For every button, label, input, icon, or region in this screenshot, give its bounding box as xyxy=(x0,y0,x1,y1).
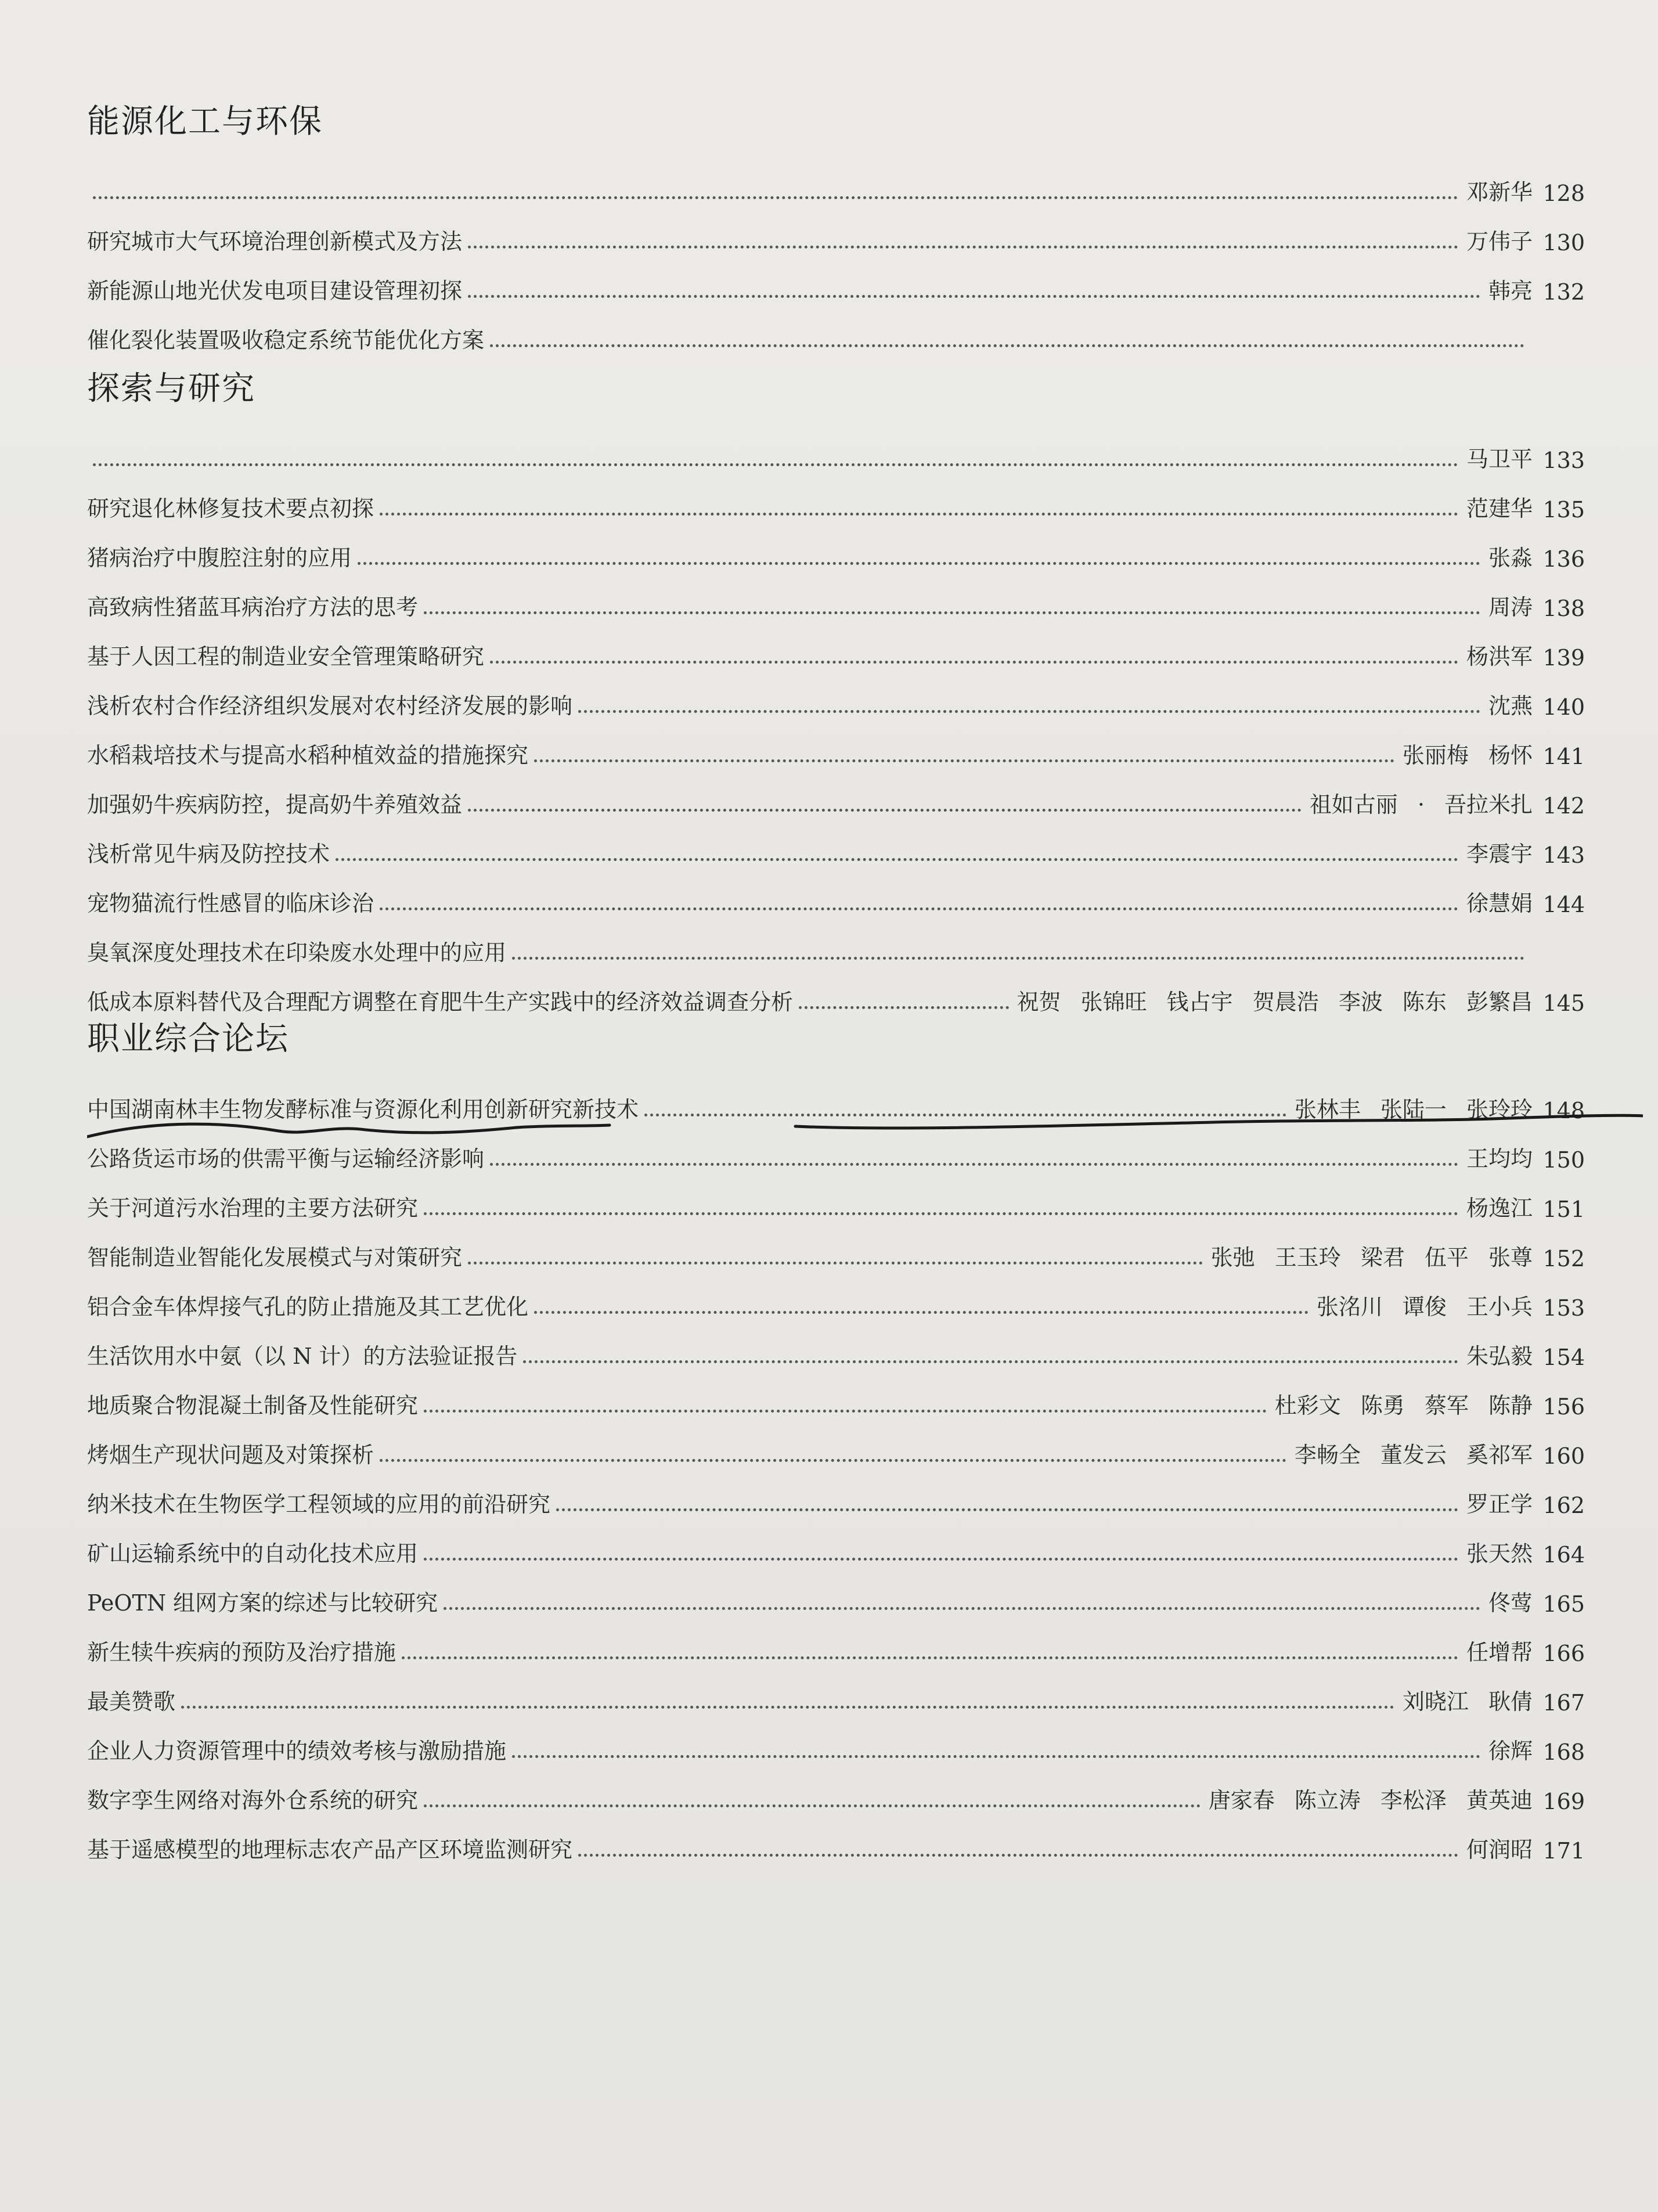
toc-entry xyxy=(87,967,1585,1016)
entry-authors: 韩亮 xyxy=(1488,278,1533,304)
toc-entry xyxy=(87,1420,1585,1469)
toc-entry xyxy=(87,1617,1585,1666)
entry-page-number: 164 xyxy=(1542,1542,1585,1568)
entry-authors: 张丽梅 杨怀 xyxy=(1402,743,1533,768)
entry-title: 矿山运输系统中的自动化技术应用 xyxy=(87,1541,419,1566)
entry-page-number: 171 xyxy=(1542,1838,1585,1864)
entry-title: 浅析农村合作经济组织发展对农村经济发展的影响 xyxy=(87,693,573,719)
entry-authors: 周涛 xyxy=(1488,595,1533,620)
entry-authors: 张洺川 谭俊 王小兵 xyxy=(1316,1294,1533,1320)
toc-entry xyxy=(87,1666,1585,1716)
entry-authors: 杜彩文 陈勇 蔡军 陈静 xyxy=(1274,1393,1533,1418)
entry-authors: 沈燕 xyxy=(1488,693,1533,719)
toc-entry xyxy=(87,305,1585,354)
dot-leader xyxy=(380,907,1458,910)
dot-leader xyxy=(468,246,1458,248)
dot-leader xyxy=(468,295,1480,298)
toc-entry xyxy=(87,157,1585,206)
entry-title: 中国湖南林丰生物发酵标准与资源化利用创新研究新技术 xyxy=(87,1097,639,1122)
entry-authors: 任增帮 xyxy=(1466,1640,1533,1665)
entry-page-number: 133 xyxy=(1542,448,1585,473)
entry-page-number: 152 xyxy=(1542,1246,1585,1271)
dot-leader xyxy=(799,1006,1009,1009)
toc-entry xyxy=(87,1765,1585,1814)
entry-authors: 徐慧娟 xyxy=(1466,891,1533,916)
entry-authors: 万伟子 xyxy=(1466,229,1533,254)
entry-title: 高致病性猪蓝耳病治疗方法的思考 xyxy=(87,595,419,620)
entry-title: 新能源山地光伏发电项目建设管理初探 xyxy=(87,278,463,304)
dot-leader xyxy=(358,562,1480,565)
toc-entry xyxy=(87,255,1585,305)
toc-entry xyxy=(87,1321,1585,1370)
entry-page-number: 165 xyxy=(1542,1591,1585,1617)
entry-title: 研究城市大气环境治理创新模式及方法 xyxy=(87,229,463,254)
section-heading: 职业综合论坛 xyxy=(87,1020,289,1058)
entry-page-number: 154 xyxy=(1542,1345,1585,1370)
entry-page-number: 145 xyxy=(1542,990,1585,1016)
entry-title: 低成本原料替代及合理配方调整在育肥牛生产实践中的经济效益调查分析 xyxy=(87,989,794,1015)
entry-title: 最美赞歌 xyxy=(87,1689,176,1714)
toc-entry xyxy=(87,720,1585,769)
entry-page-number: 132 xyxy=(1542,279,1585,305)
dot-leader xyxy=(534,759,1394,762)
dot-leader xyxy=(181,1706,1394,1709)
entry-authors: 张淼 xyxy=(1488,545,1533,571)
entry-title: 关于河道污水治理的主要方法研究 xyxy=(87,1195,419,1221)
handwritten-underline-mark xyxy=(87,1114,1643,1148)
entry-authors: 朱弘毅 xyxy=(1466,1343,1533,1369)
entry-title: 数字孪生网络对海外仓系统的研究 xyxy=(87,1788,419,1813)
entry-authors: 唐家春 陈立涛 李松泽 黄英迪 xyxy=(1208,1788,1533,1813)
entry-title: 臭氧深度处理技术在印染废水处理中的应用 xyxy=(87,940,507,966)
dot-leader xyxy=(424,611,1480,614)
dot-leader xyxy=(424,1212,1458,1215)
entry-authors: 祖如古丽 · 吾拉米扎 xyxy=(1309,792,1533,817)
entry-page-number: 162 xyxy=(1542,1493,1585,1518)
entry-page-number: 140 xyxy=(1542,694,1585,720)
entry-authors: 刘晓江 耿倩 xyxy=(1402,1689,1533,1714)
dot-leader xyxy=(402,1656,1458,1659)
entry-page-number: 130 xyxy=(1542,230,1585,255)
entry-title: 地质聚合物混凝土制备及性能研究 xyxy=(87,1393,419,1418)
entry-authors: 邓新华 xyxy=(1466,179,1533,205)
dot-leader xyxy=(424,1804,1201,1807)
toc-entry xyxy=(87,523,1585,572)
entry-title: 基于人因工程的制造业安全管理策略研究 xyxy=(87,644,485,669)
toc-entry xyxy=(87,1173,1585,1222)
toc-entry xyxy=(87,621,1585,671)
toc-entry xyxy=(87,1469,1585,1518)
dot-leader xyxy=(424,1558,1458,1561)
entry-page-number: 148 xyxy=(1542,1098,1585,1123)
dot-leader xyxy=(556,1508,1458,1511)
toc-entry xyxy=(87,819,1585,868)
dot-leader xyxy=(93,196,1458,199)
entry-title: 智能制造业智能化发展模式与对策研究 xyxy=(87,1245,463,1270)
entry-authors: 李畅全 董发云 奚祁军 xyxy=(1294,1442,1533,1468)
entry-page-number: 139 xyxy=(1542,645,1585,671)
entry-title: 猪病治疗中腹腔注射的应用 xyxy=(87,545,352,571)
entry-page-number: 169 xyxy=(1542,1789,1585,1814)
dot-leader xyxy=(523,1360,1458,1363)
entry-title: 研究退化林修复技术要点初探 xyxy=(87,496,374,521)
dot-leader xyxy=(93,463,1458,466)
dot-leader xyxy=(578,1854,1458,1857)
entry-title: 催化裂化装置吸收稳定系统节能优化方案 xyxy=(87,327,485,353)
dot-leader xyxy=(578,710,1480,713)
toc-entry xyxy=(87,769,1585,819)
toc-entry xyxy=(87,1568,1585,1617)
toc-entry xyxy=(87,917,1585,967)
entry-title: 基于遥感模型的地理标志农产品产区环境监测研究 xyxy=(87,1837,573,1862)
entry-title: PeOTN 组网方案的综述与比较研究 xyxy=(87,1590,438,1616)
dot-leader xyxy=(490,661,1458,664)
entry-authors: 张天然 xyxy=(1466,1541,1533,1566)
entry-page-number: 143 xyxy=(1542,842,1585,868)
entry-page-number: 138 xyxy=(1542,596,1585,621)
entry-title: 宠物猫流行性感冒的临床诊治 xyxy=(87,891,374,916)
toc-entry xyxy=(87,671,1585,720)
dot-leader xyxy=(490,344,1524,347)
entry-authors: 张林丰 张陆一 张玲玲 xyxy=(1294,1097,1533,1122)
entry-title: 水稻栽培技术与提高水稻种植效益的措施探究 xyxy=(87,743,529,768)
entry-authors: 李震宇 xyxy=(1466,841,1533,867)
entry-authors: 杨洪军 xyxy=(1466,644,1533,669)
section-exploration-research xyxy=(87,360,1585,1016)
entry-title: 生活饮用水中氨（以 N 计）的方法验证报告 xyxy=(87,1343,518,1369)
toc-entry xyxy=(87,424,1585,473)
entry-authors: 祝贺 张锦旺 钱占宇 贺晨浩 李波 陈东 彭繁昌 xyxy=(1017,989,1533,1015)
section-heading: 探索与研究 xyxy=(87,370,255,408)
entry-page-number: 142 xyxy=(1542,793,1585,819)
section-energy-chemical-environment xyxy=(87,93,1585,354)
toc-entry xyxy=(87,572,1585,621)
entry-page-number: 156 xyxy=(1542,1394,1585,1420)
toc-entry xyxy=(87,473,1585,523)
entry-page-number: 153 xyxy=(1542,1295,1585,1321)
dot-leader xyxy=(380,1459,1286,1462)
entry-title: 铝合金车体焊接气孔的防止措施及其工艺优化 xyxy=(87,1294,529,1320)
toc-entry xyxy=(87,206,1585,255)
dot-leader xyxy=(468,809,1302,812)
dot-leader xyxy=(468,1262,1203,1264)
dot-leader xyxy=(424,1410,1267,1413)
entry-authors: 杨逸江 xyxy=(1466,1195,1533,1221)
entry-page-number: 136 xyxy=(1542,546,1585,572)
dot-leader xyxy=(512,1755,1480,1758)
entry-page-number: 144 xyxy=(1542,892,1585,917)
dot-leader xyxy=(336,858,1458,861)
entry-page-number: 166 xyxy=(1542,1641,1585,1666)
dot-leader xyxy=(444,1607,1480,1610)
entry-page-number: 135 xyxy=(1542,497,1585,523)
entry-page-number: 141 xyxy=(1542,744,1585,769)
toc-entry xyxy=(87,1271,1585,1321)
toc-entry xyxy=(87,868,1585,917)
dot-leader xyxy=(490,1163,1458,1166)
toc-entry xyxy=(87,1370,1585,1420)
entry-authors: 王均均 xyxy=(1466,1146,1533,1172)
entry-authors: 罗正学 xyxy=(1466,1492,1533,1517)
entry-title: 新生犊牛疾病的预防及治疗措施 xyxy=(87,1640,397,1665)
entry-title: 烤烟生产现状问题及对策探析 xyxy=(87,1442,374,1468)
toc-entry xyxy=(87,1222,1585,1271)
entry-title: 加强奶牛疾病防控，提高奶牛养殖效益 xyxy=(87,792,463,817)
dot-leader xyxy=(534,1311,1309,1314)
entry-title: 纳米技术在生物医学工程领域的应用的前沿研究 xyxy=(87,1492,551,1517)
entry-authors: 范建华 xyxy=(1466,496,1533,521)
toc-entry xyxy=(87,1518,1585,1568)
entry-authors: 佟莺 xyxy=(1488,1590,1533,1616)
entry-title: 公路货运市场的供需平衡与运输经济影响 xyxy=(87,1146,485,1172)
dot-leader xyxy=(512,957,1524,960)
entry-page-number: 128 xyxy=(1542,181,1585,206)
toc-entry xyxy=(87,1716,1585,1765)
entry-page-number: 160 xyxy=(1542,1443,1585,1469)
section-heading: 能源化工与环保 xyxy=(87,103,323,140)
entry-title: 浅析常见牛病及防控技术 xyxy=(87,841,330,867)
dot-leader xyxy=(380,513,1458,516)
entry-authors: 徐辉 xyxy=(1488,1738,1533,1764)
entry-page-number: 150 xyxy=(1542,1147,1585,1173)
entry-authors: 张弛 王玉玲 梁君 伍平 张尊 xyxy=(1210,1245,1533,1270)
entry-authors: 何润昭 xyxy=(1466,1837,1533,1862)
entry-page-number: 167 xyxy=(1542,1690,1585,1716)
entry-authors: 马卫平 xyxy=(1466,446,1533,472)
entry-title: 企业人力资源管理中的绩效考核与激励措施 xyxy=(87,1738,507,1764)
entry-page-number: 168 xyxy=(1542,1739,1585,1765)
toc-entry xyxy=(87,1814,1585,1864)
entry-page-number: 151 xyxy=(1542,1197,1585,1222)
